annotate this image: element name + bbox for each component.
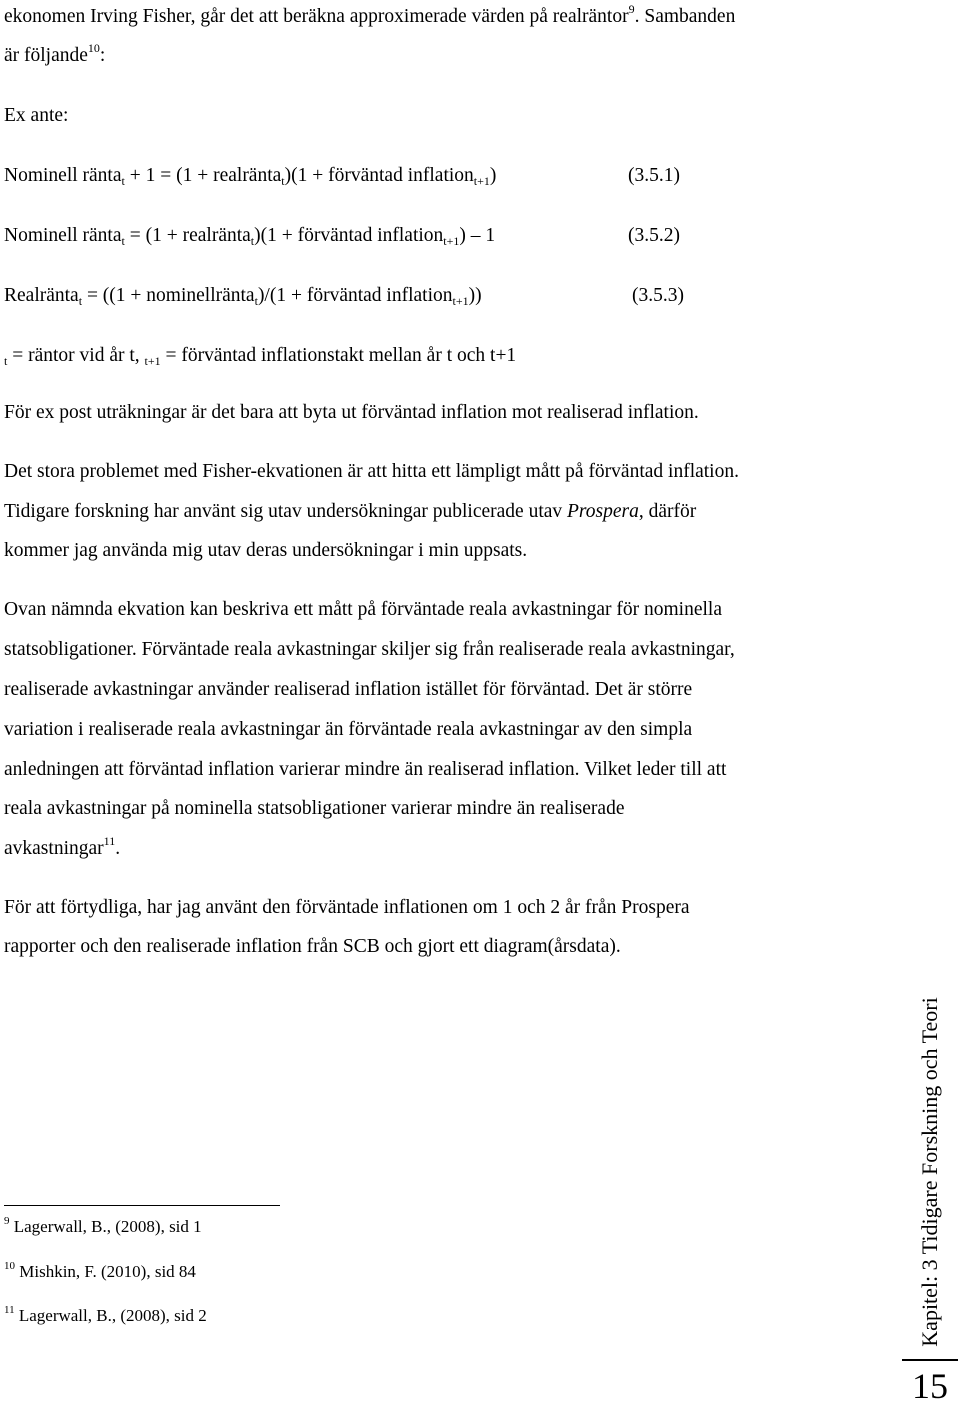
eq-text: )/(1 + förväntad inflation xyxy=(257,285,453,306)
eq-text: )) xyxy=(468,285,482,306)
eq-subscript: t xyxy=(281,174,285,188)
body-line xyxy=(4,41,106,68)
body-text: . xyxy=(115,838,121,859)
eq-text: = ((1 + nominellränta xyxy=(82,285,255,306)
page-number: 15 xyxy=(912,1366,948,1406)
footnote xyxy=(4,1216,202,1238)
prospera-italic: Prospera xyxy=(567,501,639,522)
footnote-ref: 11 xyxy=(103,834,116,848)
body-text: : xyxy=(99,45,106,66)
paragraph-line: kommer jag använda mig utav deras undersökningar i min uppsats. xyxy=(4,540,528,561)
footnote-ref: 10 xyxy=(87,41,100,55)
eq-subscript: t xyxy=(121,174,125,188)
eq-text: )(1 + förväntad inflation xyxy=(284,165,474,186)
body-text: är följande xyxy=(4,45,88,66)
equation-number: (3.5.3) xyxy=(632,285,684,306)
eq-subscript: t xyxy=(254,294,258,308)
eq-text: + 1 = (1 + realränta xyxy=(124,165,282,186)
footnote-separator xyxy=(4,1205,280,1206)
paragraph-line: anledningen att förväntad inflation varierar mindre än realiserad inflation. Vilket leder till att xyxy=(4,759,727,780)
equation-number: (3.5.1) xyxy=(628,165,680,186)
body-text: avkastningar xyxy=(4,838,104,859)
eq-subscript: t+1 xyxy=(452,294,469,308)
footnote-text: Lagerwall, B., (2008), sid 1 xyxy=(9,1217,202,1236)
paragraph-line: Det stora problemet med Fisher-ekvationen är att hitta ett lämpligt mått på förväntad inflation. xyxy=(4,461,739,482)
equation-2 xyxy=(4,224,495,248)
def-text: = förväntad inflationstakt mellan år t och t+1 xyxy=(160,345,517,366)
body-line xyxy=(4,2,736,29)
equation-1 xyxy=(4,164,496,188)
footnote-ref: 9 xyxy=(628,2,635,16)
body-text: . Sambanden xyxy=(634,6,736,27)
eq-text: = (1 + realränta xyxy=(124,225,251,246)
eq-subscript: t xyxy=(78,294,83,308)
paragraph-line: För att förtydliga, har jag använt den förväntade inflationen om 1 och 2 år från Prospera xyxy=(4,897,690,918)
eq-subscript: t xyxy=(250,234,255,248)
eq-text: ) xyxy=(489,165,497,186)
footnote-number: 11 xyxy=(4,1304,15,1316)
definitions-line xyxy=(4,344,516,368)
paragraph-line: reala avkastningar på nominella statsobligationer varierar mindre än realiserade xyxy=(4,798,625,819)
paragraph-line xyxy=(4,500,696,524)
sidebar-divider xyxy=(902,1359,958,1361)
paragraph-line: variation i realiserade reala avkastningar än förväntade reala avkastningar av den simpla xyxy=(4,719,693,740)
footnote xyxy=(4,1305,207,1327)
body-text: , därför xyxy=(638,501,697,522)
chapter-sidebar xyxy=(902,988,958,1356)
eq-text: ) – 1 xyxy=(459,225,496,246)
equation-number: (3.5.2) xyxy=(628,225,680,246)
eq-text: Nominell ränta xyxy=(4,225,122,246)
paragraph-line: rapporter och den realiserade inflation från SCB och gjort ett diagram(årsdata). xyxy=(4,936,621,957)
chapter-title: Kapitel: 3 Tidigare Forskning och Teori xyxy=(917,997,942,1347)
eq-subscript: t+1 xyxy=(473,174,490,188)
footnote-text: Lagerwall, B., (2008), sid 2 xyxy=(14,1306,207,1325)
paragraph-ex-post: För ex post uträkningar är det bara att byta ut förväntad inflation mot realiserad inflation. xyxy=(4,402,699,423)
eq-text: )(1 + förväntad inflation xyxy=(254,225,444,246)
equation-3 xyxy=(4,284,482,308)
paragraph-line: Ovan nämnda ekvation kan beskriva ett mått på förväntade reala avkastningar för nominella xyxy=(4,599,722,620)
eq-text: Realränta xyxy=(4,285,79,306)
eq-subscript: t+1 xyxy=(443,234,460,248)
footnote-number: 9 xyxy=(4,1215,10,1227)
body-text: Tidigare forskning har använt sig utav undersökningar publicerade utav xyxy=(4,501,568,522)
paragraph-line: realiserade avkastningar använder realiserad inflation istället för förväntad. Det är större xyxy=(4,679,693,700)
footnote-number: 10 xyxy=(4,1260,15,1272)
def-text: = räntor vid år t, xyxy=(7,345,145,366)
def-subscript: t+1 xyxy=(144,354,161,368)
footnote-text: Mishkin, F. (2010), sid 84 xyxy=(15,1262,196,1281)
def-subscript: t xyxy=(4,354,8,368)
body-text: ekonomen Irving Fisher, går det att beräkna approximerade värden på realräntor xyxy=(4,6,629,27)
eq-text: Nominell ränta xyxy=(4,165,122,186)
eq-subscript: t xyxy=(121,234,125,248)
paragraph-line: statsobligationer. Förväntade reala avkastningar skiljer sig från realiserade reala avkastningar, xyxy=(4,639,735,660)
paragraph-line xyxy=(4,834,121,861)
ex-ante-label: Ex ante: xyxy=(4,105,69,126)
footnote xyxy=(4,1261,196,1283)
